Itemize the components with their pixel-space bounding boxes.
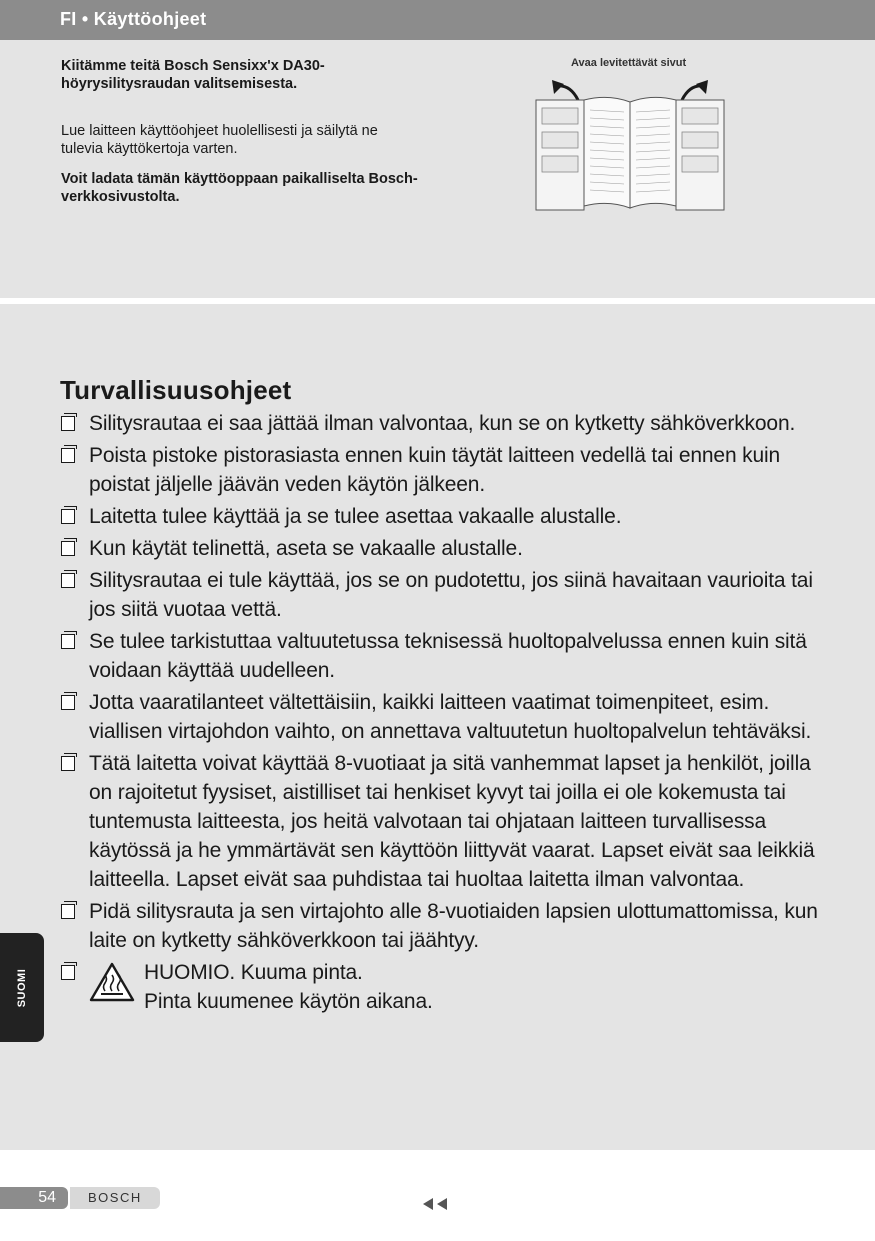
safety-list xyxy=(60,409,820,1019)
fold-out-caption: Avaa levitettävät sivut xyxy=(571,57,687,69)
brand-badge xyxy=(70,1187,160,1209)
curved-arrow-left-icon xyxy=(552,80,578,100)
safety-item-text: Jotta vaaratilanteet vältettäisiin, kaikki laitteen vaatimat toimenpiteet, esim. viallisen virtajohdon vaihto, on annettava valtuutetun huoltopalvelun tehtäväksi. xyxy=(89,691,812,743)
safety-item-text: Tätä laitetta voivat käyttää 8-vuotiaat ja sitä vanhemmat lapset ja henkilöt, joilla on rajoitetut fyysiset, aistilliset tai henkiset kyvyt tai joilla ei ole kokemusta tai tuntemusta laitteesta, jos heitä valvotaan tai ohjataan laitteen turvallisessa käytössä ja he ymmärtävät sen käyttöön liittyvät vaarat. Lapset eivät saa leikkiä laitteella. Lapset eivät saa puhdistaa tai huoltaa laitetta ilman valvontaa. xyxy=(89,752,815,891)
hot-surface-warning-icon xyxy=(89,961,135,1003)
fold-out-pages-illustration xyxy=(530,76,730,212)
checkbox-icon xyxy=(61,416,75,431)
page-number: 54 xyxy=(38,1189,56,1206)
safety-item xyxy=(60,688,820,746)
safety-section-title: Turvallisuusohjeet xyxy=(60,375,292,405)
brand-name: BOSCH xyxy=(88,1190,142,1205)
checkbox-icon xyxy=(61,756,75,771)
safety-item-text: Kun käytät telinettä, aseta se vakaalle alustalle. xyxy=(89,537,523,560)
checkbox-icon xyxy=(61,634,75,649)
safety-item-text: Laitetta tulee käyttää ja se tulee asettaa vakaalle alustalle. xyxy=(89,505,622,528)
warning-line-2: Pinta kuumenee käytön aikana. xyxy=(144,990,433,1013)
checkbox-icon xyxy=(61,695,75,710)
safety-item xyxy=(60,502,820,531)
checkbox-icon xyxy=(61,509,75,524)
intro-read-text: Lue laitteen käyttöohjeet huolellisesti ja säilytä ne tulevia käyttökertoja varten. xyxy=(61,123,378,157)
page-number-badge xyxy=(0,1187,68,1209)
safety-item-text: Silitysrautaa ei saa jättää ilman valvontaa, kun se on kytketty sähköverkkoon. xyxy=(89,412,796,435)
checkbox-icon xyxy=(61,573,75,588)
double-left-arrow-icon[interactable] xyxy=(423,1197,449,1211)
checkbox-icon xyxy=(61,904,75,919)
intro-download-text: Voit ladata tämän käyttöoppaan paikalliselta Bosch-verkkosivustolta. xyxy=(61,171,418,205)
safety-item-text: Se tulee tarkistuttaa valtuutetussa teknisessä huoltopalvelussa ennen kuin sitä voidaan käyttää uudelleen. xyxy=(89,630,807,682)
header-title: FI • Käyttöohjeet xyxy=(60,9,207,29)
checkbox-icon xyxy=(61,541,75,556)
safety-item xyxy=(60,566,820,624)
safety-item xyxy=(60,627,820,685)
safety-item xyxy=(60,441,820,499)
safety-item-text: Pidä silitysrauta ja sen virtajohto alle 8-vuotiaiden lapsien ulottumattomissa, kun laite on kytketty sähköverkkoon tai jäähtyy. xyxy=(89,900,818,952)
warning-line-1: HUOMIO. Kuuma pinta. xyxy=(144,961,363,984)
language-side-tab xyxy=(0,933,44,1042)
safety-item-text: Poista pistoke pistorasiasta ennen kuin täytät laitteen vedellä tai ennen kuin poistat jäljelle jäävän veden käytön jälkeen. xyxy=(89,444,781,496)
intro-panel xyxy=(0,40,875,298)
intro-thanks-text: Kiitämme teitä Bosch Sensixx'x DA30-höyrysilitysraudan valitsemisesta. xyxy=(61,58,325,92)
safety-panel xyxy=(0,304,875,1150)
curved-arrow-right-icon xyxy=(682,80,708,100)
header-bar xyxy=(0,0,875,40)
safety-item xyxy=(60,749,820,894)
safety-item-hot-surface xyxy=(60,958,820,1016)
checkbox-icon xyxy=(61,448,75,463)
safety-item xyxy=(60,897,820,955)
checkbox-icon xyxy=(61,965,75,980)
language-tab-label: SUOMI xyxy=(16,968,28,1008)
safety-item-text: Silitysrautaa ei tule käyttää, jos se on pudotettu, jos siinä havaitaan vaurioita tai jos siitä vuotaa vettä. xyxy=(89,569,813,621)
safety-item xyxy=(60,534,820,563)
safety-item xyxy=(60,409,820,438)
